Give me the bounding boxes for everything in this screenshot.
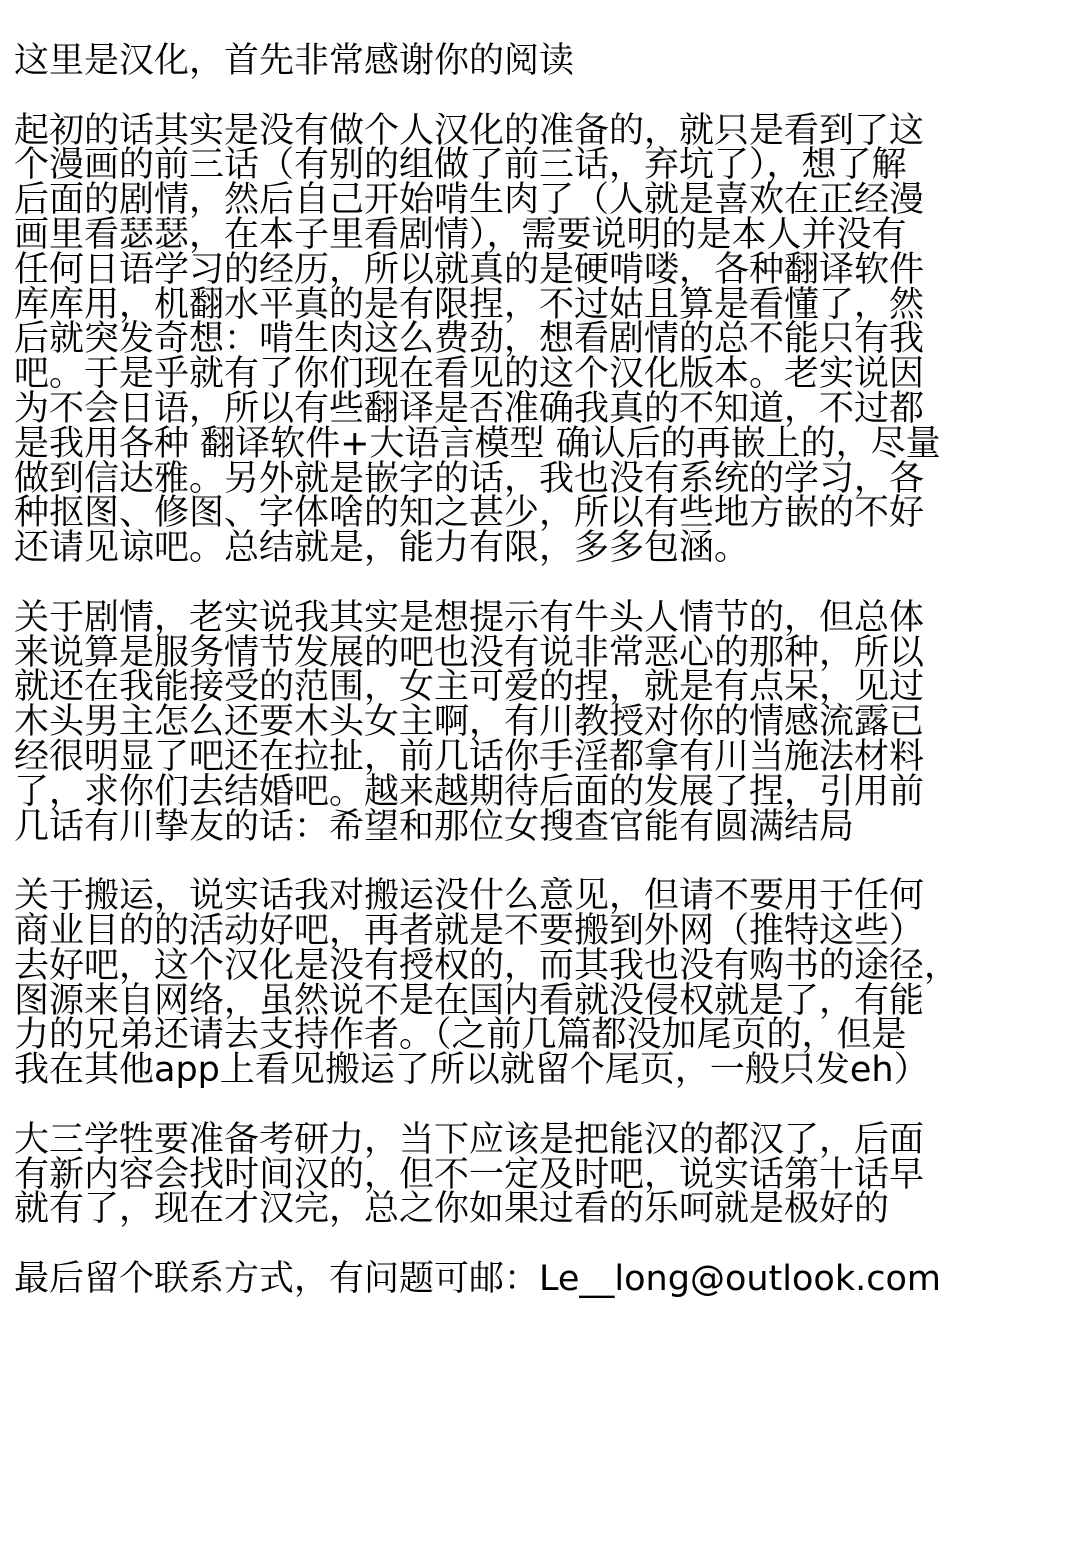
- text-line: 库库用，机翻水平真的是有限捏，不过姑且算是看懂了，然: [14, 284, 925, 325]
- text-line: 来说算是服务情节发展的吧也没有说非常恶心的那种，所以: [14, 632, 925, 673]
- text-line: 去好吧，这个汉化是没有授权的，而其我也没有购书的途径，: [14, 945, 960, 986]
- note-paragraph-greeting: [14, 41, 1082, 81]
- text-line: 关于剧情，老实说我其实是想提示有牛头人情节的，但总体: [14, 597, 925, 638]
- text-line: 是我用各种 翻译软件+大语言模型 确认后的再嵌上的，尽量: [14, 423, 941, 464]
- note-paragraph-schedule: [14, 1119, 1082, 1230]
- note-paragraph-contact: [14, 1258, 1082, 1299]
- note-paragraph-reposting: [14, 876, 1082, 1091]
- paragraph-gap: [14, 1088, 1082, 1123]
- text-line: 起初的话其实是没有做个人汉化的准备的，就只是看到了这: [14, 110, 925, 151]
- text-line: 我在其他app上看见搬运了所以就留个尾页，一般只发eh）: [14, 1050, 929, 1091]
- text-line: 木头男主怎么还要木头女主啊，有川教授对你的情感流露已: [14, 702, 925, 743]
- text-line: 大三学牲要准备考研力，当下应该是把能汉的都汉了，后面: [14, 1119, 925, 1160]
- text-line: 就有了，现在才汉完，总之你如果过看的乐呵就是极好的: [14, 1189, 890, 1230]
- paragraph-gap: [14, 1227, 1082, 1262]
- paragraph-gap: [14, 566, 1082, 601]
- text-line: 做到信达雅。另外就是嵌字的话，我也没有系统的学习，各: [14, 458, 925, 499]
- text-line: 后面的剧情，然后自己开始啃生肉了（人就是喜欢在正经漫: [14, 180, 925, 221]
- text-line: 个漫画的前三话（有别的组做了前三话，弃坑了），想了解: [14, 145, 907, 186]
- note-text-body: [14, 41, 1082, 1299]
- text-line: 这里是汉化，首先非常感谢你的阅读: [14, 41, 575, 81]
- contact-line: 最后留个联系方式，有问题可邮：Le__long@outlook.com: [14, 1258, 941, 1299]
- note-paragraph-intro: [14, 110, 1082, 569]
- text-line: 任何日语学习的经历，所以就真的是硬啃喽，各种翻译软件: [14, 249, 925, 290]
- text-line: 了，求你们去结婚吧。越来越期待后面的发展了捏，引用前: [14, 771, 925, 812]
- text-line: 商业目的的活动好吧，再者就是不要搬到外网（推特这些）: [14, 910, 925, 951]
- text-line: 为不会日语，所以有些翻译是否准确我真的不知道，不过都: [14, 388, 925, 429]
- text-line: 画里看瑟瑟，在本子里看剧情），需要说明的是本人并没有: [14, 214, 907, 255]
- note-paragraph-plot: [14, 597, 1082, 847]
- paragraph-gap: [14, 79, 1082, 114]
- text-line: 就还在我能接受的范围，女主可爱的捏，就是有点呆，见过: [14, 667, 925, 708]
- text-line: 几话有川挚友的话：希望和那位女搜查官能有圆满结局: [14, 806, 855, 847]
- text-line: 吧。于是乎就有了你们现在看见的这个汉化版本。老实说因: [14, 354, 925, 395]
- text-line: 图源来自网络，虽然说不是在国内看就没侵权就是了，有能: [14, 980, 925, 1021]
- text-line: 种抠图、修图、字体啥的知之甚少，所以有些地方嵌的不好: [14, 493, 925, 534]
- text-line: 力的兄弟还请去支持作者。（之前几篇都没加尾页的，但是: [14, 1015, 907, 1056]
- text-line: 经很明显了吧还在拉扯，前几话你手淫都拿有川当施法材料: [14, 736, 925, 777]
- paragraph-gap: [14, 844, 1082, 879]
- text-line: 还请见谅吧。总结就是，能力有限，多多包涵。: [14, 528, 750, 569]
- text-line: 关于搬运，说实话我对搬运没什么意见，但请不要用于任何: [14, 876, 925, 917]
- text-line: 后就突发奇想：啃生肉这么费劲，想看剧情的总不能只有我: [14, 319, 925, 360]
- text-line: 有新内容会找时间汉的，但不一定及时吧，说实话第十话早: [14, 1154, 925, 1195]
